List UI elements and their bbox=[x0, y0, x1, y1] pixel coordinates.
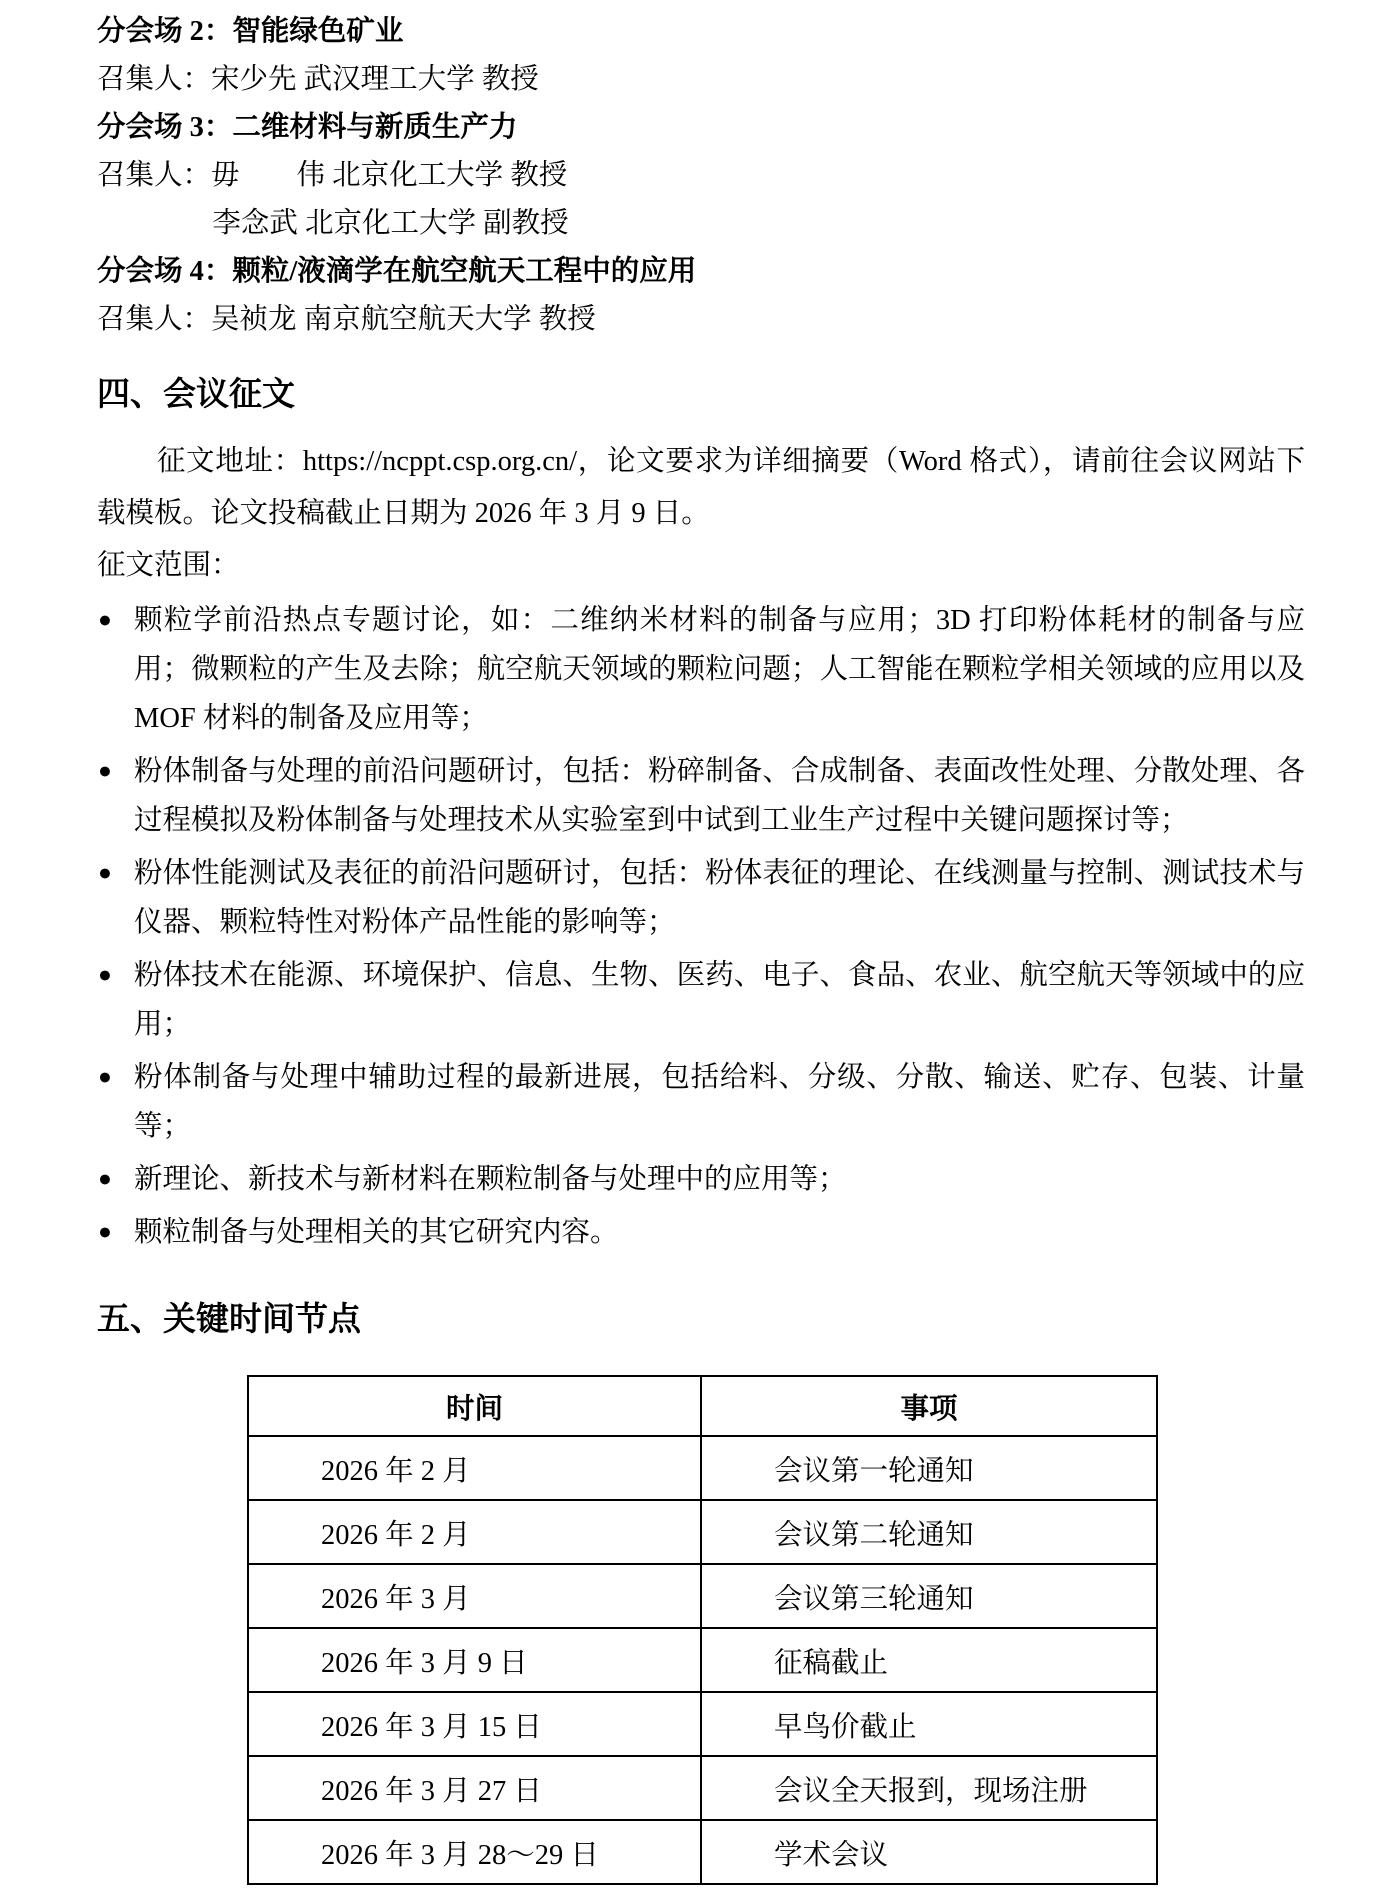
scope-item-text: 粉体制备与处理中辅助过程的最新进展，包括给料、分级、分散、输送、贮存、包装、计量等； bbox=[134, 1062, 1305, 1142]
timeline-table-body bbox=[248, 1436, 1157, 1884]
timeline-table bbox=[247, 1375, 1158, 1885]
convener-line: 召集人：宋少先 武汉理工大学 教授 bbox=[97, 64, 539, 95]
time-cell: 2026 年 3 月 28～29 日 bbox=[248, 1820, 701, 1884]
time-cell: 2026 年 2 月 bbox=[248, 1436, 701, 1500]
time-cell: 2026 年 3 月 bbox=[248, 1564, 701, 1628]
scope-item bbox=[97, 1053, 1305, 1151]
session-title: 分会场 2：智能绿色矿业 bbox=[97, 16, 404, 47]
scope-item-text: 颗粒制备与处理相关的其它研究内容。 bbox=[134, 1217, 619, 1248]
scope-item bbox=[97, 849, 1305, 947]
bullet-icon: ● bbox=[98, 1064, 112, 1089]
timeline-header-event: 事项 bbox=[701, 1376, 1157, 1436]
time-cell: 2026 年 3 月 27 日 bbox=[248, 1756, 701, 1820]
session-title: 分会场 4：颗粒/液滴学在航空航天工程中的应用 bbox=[97, 256, 697, 287]
sessions-block bbox=[97, 8, 1305, 344]
section-4-heading: 四、会议征文 bbox=[97, 375, 295, 412]
timeline-header-row bbox=[248, 1376, 1157, 1436]
scope-item bbox=[97, 951, 1305, 1049]
timeline-row bbox=[248, 1756, 1157, 1820]
bullet-icon: ● bbox=[98, 1219, 112, 1244]
timeline-row bbox=[248, 1500, 1157, 1564]
timeline-row bbox=[248, 1628, 1157, 1692]
timeline-row bbox=[248, 1692, 1157, 1756]
event-cell: 征稿截止 bbox=[701, 1628, 1157, 1692]
scope-item-text: 新理论、新技术与新材料在颗粒制备与处理中的应用等； bbox=[134, 1164, 847, 1195]
convener-line: 召集人：吴祯龙 南京航空航天大学 教授 bbox=[97, 304, 596, 335]
session-conveners bbox=[97, 296, 1305, 344]
scope-item bbox=[97, 1208, 1305, 1257]
event-cell: 会议第一轮通知 bbox=[701, 1436, 1157, 1500]
timeline-row bbox=[248, 1564, 1157, 1628]
time-cell: 2026 年 2 月 bbox=[248, 1500, 701, 1564]
scope-item-text: 粉体制备与处理的前沿问题研讨，包括：粉碎制备、合成制备、表面改性处理、分散处理、各过程模拟及粉体制备与处理技术从实验室到中试到工业生产过程中关键问题探讨等； bbox=[134, 756, 1305, 836]
bullet-icon: ● bbox=[98, 607, 112, 632]
session-conveners bbox=[97, 152, 1305, 248]
session bbox=[97, 248, 1305, 344]
timeline-row bbox=[248, 1820, 1157, 1884]
scope-item-text: 颗粒学前沿热点专题讨论，如：二维纳米材料的制备与应用；3D 打印粉体耗材的制备与应用；微颗粒的产生及去除；航空航天领域的颗粒问题；人工智能在颗粒学相关领域的应用以及 MOF 材料的制备及应用等； bbox=[134, 605, 1305, 734]
bullet-icon: ● bbox=[98, 962, 112, 987]
event-cell: 会议第三轮通知 bbox=[701, 1564, 1157, 1628]
section-5-heading: 五、关键时间节点 bbox=[97, 1300, 361, 1337]
event-cell: 学术会议 bbox=[701, 1820, 1157, 1884]
bullet-icon: ● bbox=[98, 860, 112, 885]
bullet-icon: ● bbox=[98, 1166, 112, 1191]
event-cell: 会议第二轮通知 bbox=[701, 1500, 1157, 1564]
bullet-icon: ● bbox=[98, 758, 112, 783]
time-cell: 2026 年 3 月 9 日 bbox=[248, 1628, 701, 1692]
event-cell: 早鸟价截止 bbox=[701, 1692, 1157, 1756]
convener-line: 李念武 北京化工大学 副教授 bbox=[212, 208, 569, 239]
scope-item-text: 粉体技术在能源、环境保护、信息、生物、医药、电子、食品、农业、航空航天等领域中的应用； bbox=[134, 960, 1305, 1040]
scope-label: 征文范围： bbox=[97, 550, 240, 581]
scope-item bbox=[97, 596, 1305, 743]
scope-list bbox=[97, 596, 1305, 1257]
session-title: 分会场 3：二维材料与新质生产力 bbox=[97, 112, 518, 143]
timeline-header-time: 时间 bbox=[248, 1376, 701, 1436]
session-conveners bbox=[97, 56, 1305, 104]
scope-item bbox=[97, 1155, 1305, 1204]
timeline-row bbox=[248, 1436, 1157, 1500]
event-cell: 会议全天报到，现场注册 bbox=[701, 1756, 1157, 1820]
session bbox=[97, 8, 1305, 104]
session bbox=[97, 104, 1305, 248]
call-for-papers-paragraph: 征文地址：https://ncppt.csp.org.cn/，论文要求为详细摘要（Word 格式），请前往会议网站下载模板。论文投稿截止日期为 2026 年 3 月 9 日。 bbox=[97, 446, 1305, 529]
time-cell: 2026 年 3 月 15 日 bbox=[248, 1692, 701, 1756]
scope-item bbox=[97, 747, 1305, 845]
convener-line: 召集人：毋 伟 北京化工大学 教授 bbox=[97, 160, 568, 191]
scope-item-text: 粉体性能测试及表征的前沿问题研讨，包括：粉体表征的理论、在线测量与控制、测试技术与仪器、颗粒特性对粉体产品性能的影响等； bbox=[134, 858, 1305, 938]
